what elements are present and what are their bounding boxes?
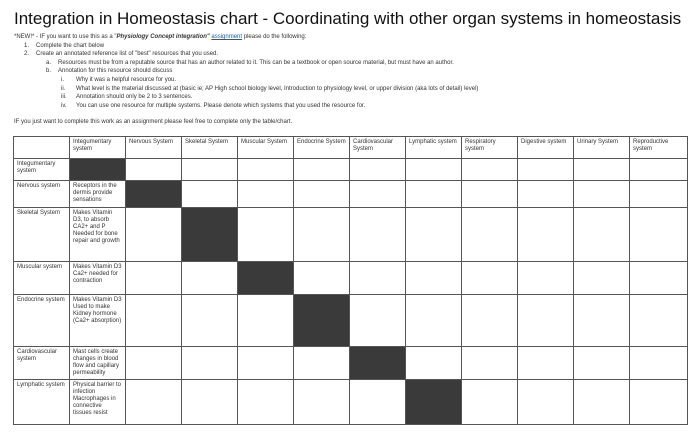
diagonal-cell — [126, 181, 182, 208]
step-2: 2. Create an annotated reference list of "best" resources that you used. — [24, 51, 219, 58]
table-cell[interactable] — [518, 295, 574, 347]
column-header: Integumentary system — [70, 137, 126, 159]
diagonal-cell — [238, 262, 294, 295]
new-suffix: please do the following: — [242, 34, 307, 40]
column-header: Urinary System — [574, 137, 630, 159]
column-header: Respiratory system — [462, 137, 518, 159]
table-cell[interactable] — [462, 347, 518, 380]
table-cell[interactable] — [574, 380, 630, 425]
table-cell[interactable] — [574, 347, 630, 380]
table-cell[interactable] — [350, 262, 406, 295]
page-title: Integration in Homeostasis chart - Coordinating with other organ systems in homeostasis — [14, 9, 682, 28]
table-cell[interactable] — [574, 159, 630, 181]
column-header: Cardiovascular System — [350, 137, 406, 159]
table-cell[interactable] — [518, 208, 574, 262]
corner-cell — [14, 137, 70, 159]
table-cell[interactable] — [518, 159, 574, 181]
table-cell[interactable] — [406, 295, 462, 347]
table-cell[interactable] — [294, 380, 350, 425]
column-header: Skeletal System — [182, 137, 238, 159]
table-cell[interactable] — [630, 181, 688, 208]
table-cell[interactable]: Receptors in the dermis provide sensations — [70, 181, 126, 208]
table-cell[interactable]: Makes Vitamin D3 Used to make Kidney hormone (Ca2+ absorption) — [70, 295, 126, 347]
table-row — [14, 181, 688, 208]
diagonal-cell — [406, 380, 462, 425]
column-header: Endocrine System — [294, 137, 350, 159]
table-cell[interactable] — [350, 159, 406, 181]
step-1: 1. Complete the chart below — [24, 42, 105, 49]
table-cell[interactable]: Mast cells create changes in blood flow and capillary permeability — [70, 347, 126, 380]
column-header: Lymphatic system — [406, 137, 462, 159]
table-cell[interactable] — [126, 262, 182, 295]
table-row — [14, 295, 688, 347]
row-header: Skeletal System — [14, 208, 70, 262]
table-cell[interactable]: Makes Vitamin D3 Ca2+ needed for contraction — [70, 262, 126, 295]
table-cell[interactable] — [294, 347, 350, 380]
table-cell[interactable] — [574, 295, 630, 347]
table-cell[interactable] — [126, 347, 182, 380]
column-header: Digestive system — [518, 137, 574, 159]
table-cell[interactable] — [294, 159, 350, 181]
table-cell[interactable] — [238, 295, 294, 347]
table-cell[interactable] — [126, 208, 182, 262]
table-cell[interactable] — [462, 262, 518, 295]
table-cell[interactable] — [630, 295, 688, 347]
table-cell[interactable] — [182, 347, 238, 380]
table-cell[interactable] — [406, 262, 462, 295]
table-header-row — [14, 137, 688, 159]
table-cell[interactable] — [630, 159, 688, 181]
new-note — [14, 33, 478, 42]
table-cell[interactable] — [630, 208, 688, 262]
table-row — [14, 380, 688, 425]
table-cell[interactable]: Makes Vitamin D3, to absorb CA2+ and P Needed for bone repair and growth — [70, 208, 126, 262]
table-cell[interactable] — [574, 181, 630, 208]
table-cell[interactable] — [350, 295, 406, 347]
table-row — [14, 208, 688, 262]
table-cell[interactable] — [182, 262, 238, 295]
table-cell[interactable] — [182, 295, 238, 347]
completion-note: IF you just want to complete this work as an assignment please feel free to complete only the table/chart. — [14, 119, 293, 125]
table-cell[interactable] — [574, 262, 630, 295]
row-header: Integumentary system — [14, 159, 70, 181]
table-cell[interactable] — [238, 181, 294, 208]
table-cell[interactable] — [126, 295, 182, 347]
diagonal-cell — [70, 159, 126, 181]
table-cell[interactable] — [630, 347, 688, 380]
column-header: Muscular System — [238, 137, 294, 159]
instructions — [14, 33, 478, 110]
row-header: Cardiovascular system — [14, 347, 70, 380]
table-cell[interactable] — [294, 262, 350, 295]
table-row — [14, 262, 688, 295]
subsub-ii: ii. What level is the material discussed at (basic ie; AP High school biology level, Introduction to physiology level, or upper division (aka lots of detail) level) — [61, 85, 479, 92]
table-cell[interactable] — [462, 159, 518, 181]
new-prefix: *NEW!* - IF you want to use this as a " — [14, 34, 117, 40]
column-header: Reproductive system — [630, 137, 688, 159]
table-cell[interactable] — [406, 159, 462, 181]
table-cell[interactable] — [406, 181, 462, 208]
table-cell[interactable] — [630, 380, 688, 425]
table-cell[interactable] — [518, 347, 574, 380]
subsub-i: i. Why it was a helpful resource for you. — [61, 76, 177, 83]
table-cell[interactable] — [182, 380, 238, 425]
table-cell[interactable] — [182, 181, 238, 208]
diagonal-cell — [182, 208, 238, 262]
table-row — [14, 159, 688, 181]
subsub-iv: iv. You can use one resource for multiple systems. Please denote which systems that you used the resource for. — [61, 102, 366, 109]
table-cell[interactable] — [238, 159, 294, 181]
table-cell[interactable] — [126, 159, 182, 181]
table-cell[interactable] — [182, 159, 238, 181]
table-cell[interactable] — [462, 181, 518, 208]
row-header: Endocrine system — [14, 295, 70, 347]
table-cell[interactable] — [406, 208, 462, 262]
table-cell[interactable] — [462, 295, 518, 347]
table-cell[interactable] — [462, 380, 518, 425]
assignment-link[interactable]: assignment — [211, 34, 243, 40]
table-cell[interactable] — [406, 347, 462, 380]
row-header: Nervous system — [14, 181, 70, 208]
table-row — [14, 347, 688, 380]
table-cell[interactable] — [350, 181, 406, 208]
table-cell[interactable] — [294, 208, 350, 262]
table-cell[interactable] — [350, 208, 406, 262]
diagonal-cell — [294, 295, 350, 347]
table-cell[interactable] — [574, 208, 630, 262]
table-cell[interactable] — [350, 380, 406, 425]
table-cell[interactable] — [630, 262, 688, 295]
table-cell[interactable] — [238, 380, 294, 425]
table-cell[interactable] — [238, 347, 294, 380]
diagonal-cell — [350, 347, 406, 380]
table-cell[interactable] — [518, 181, 574, 208]
subsub-iii: iii. Annotation should only be 2 to 3 sentences. — [61, 94, 193, 101]
column-header: Nervous System — [126, 137, 182, 159]
table-cell[interactable] — [518, 380, 574, 425]
table-cell[interactable] — [518, 262, 574, 295]
homeostasis-chart — [13, 136, 688, 425]
substep-a: a. Resources must be from a reputable source that has an author related to it. This can be a textbook or open source material, but must have an author. — [46, 59, 454, 66]
table-cell[interactable] — [294, 181, 350, 208]
table-cell[interactable] — [238, 208, 294, 262]
table-cell[interactable]: Physical barrier to infection Macrophages in connective tissues resist — [70, 380, 126, 425]
row-header: Lymphatic system — [14, 380, 70, 425]
table-cell[interactable] — [126, 380, 182, 425]
new-bold: Physiology Concept integration" — [116, 34, 210, 40]
table-cell[interactable] — [462, 208, 518, 262]
substep-b: b. Annotation for this resource should discuss — [46, 68, 173, 75]
row-header: Muscular system — [14, 262, 70, 295]
